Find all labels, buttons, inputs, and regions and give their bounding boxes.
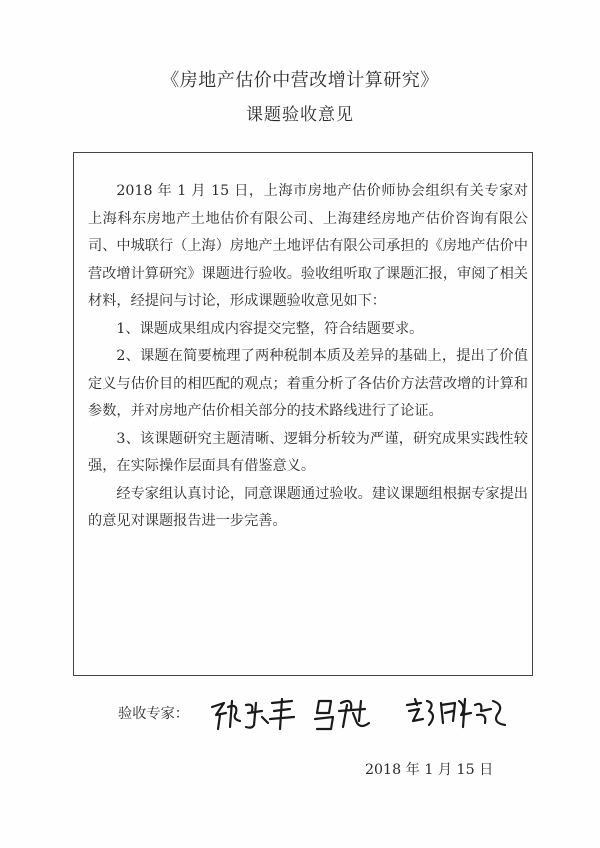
document-body [88,178,528,536]
paragraph-intro: 2018 年 1 月 15 日，上海市房地产估价师协会组织有关专家对上海科东房地产土地估价有限公司、上海建经房地产估价咨询有限公司、中城联行（上海）房地产土地评估有限公司承担的《房地产估价中营改增计算研究》课题进行验收。验收组听取了课题汇报，审阅了相关材料，经提问与讨论，形成课题验收意见如下： [88,183,528,309]
signature-label: 验收专家： [118,706,189,722]
paragraph-item-2: 2、课题在简要梳理了两种税制本质及差异的基础上，提出了价值定义与估价目的相匹配的观点；着重分析了各估价方法营改增的计算和参数，并对房地产估价相关部分的技术路线进行了论证。 [88,348,528,419]
handwritten-signature-1 [206,693,298,737]
handwritten-signature-3 [401,693,511,737]
paragraph-item-1: 1、课题成果组成内容提交完整，符合结题要求。 [116,320,424,337]
paragraph-item-3: 3、该课题研究主题清晰、逻辑分析较为严谨，研究成果实践性较强，在实际操作层面具有借鉴意义。 [88,430,528,474]
document-subtitle: 课题验收意见 [246,105,354,125]
document-title: 《房地产估价中营改增计算研究》 [161,70,439,91]
signature-row [118,693,538,733]
signing-date: 2018 年 1 月 15 日 [365,762,494,778]
paragraph-conclusion: 经专家组认真讨论，同意课题通过验收。建议课题组根据专家提出的意见对课题报告进一步完善。 [88,485,528,529]
handwritten-signature-2 [313,693,375,737]
